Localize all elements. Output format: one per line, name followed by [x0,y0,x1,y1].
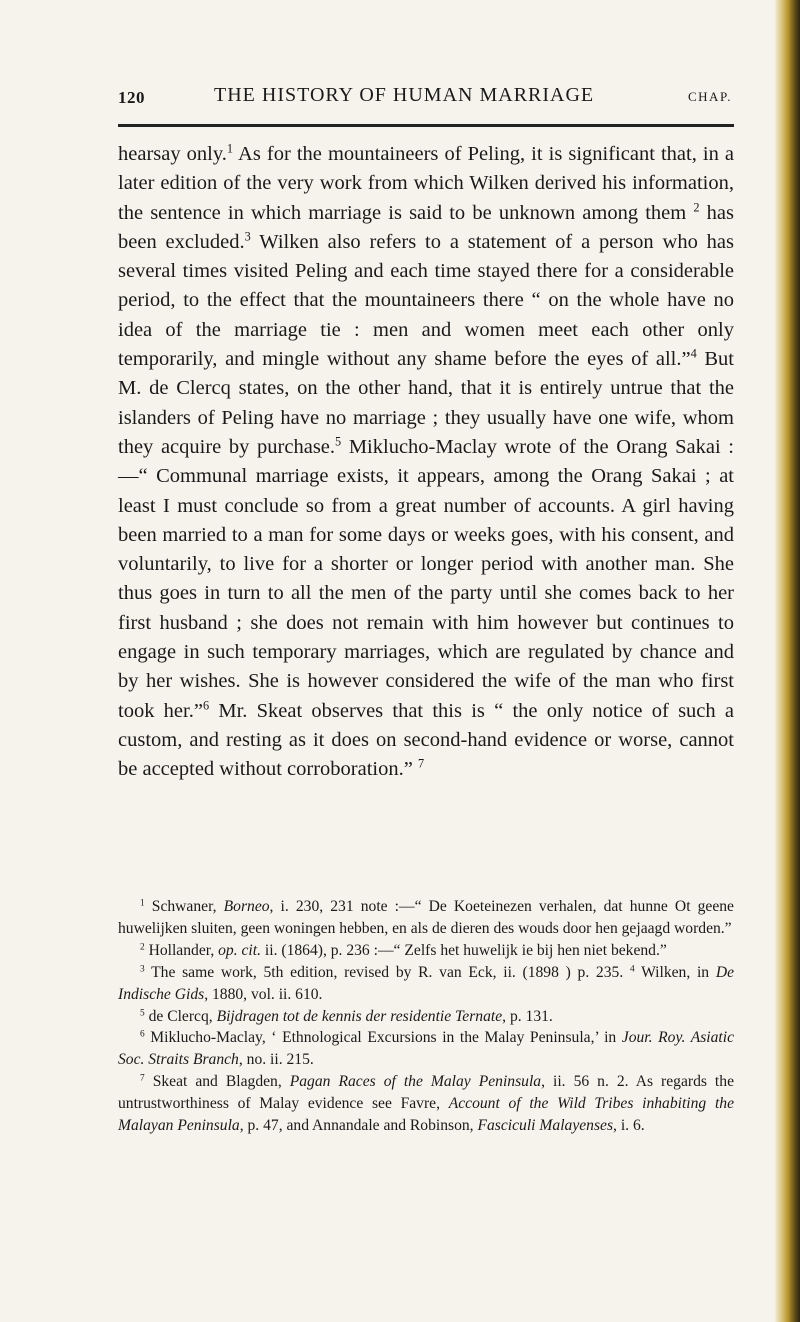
footnote-3: $^3$ The same work, 5th edition, revised by R. van Eck, ii. (1898 ) p. 235. $^4$ Wilken, in De Indische Gids, 1880, vol. ii. 610. [118,963,734,1003]
footnote-2: $^2$ Hollander, op. cit. ii. (1864), p. 236 :—“ Zelfs het huwelijk ie bij hen niet bekend.” [140,941,667,959]
footnote-mark: 7 [140,1073,145,1084]
footnote-ref[interactable]: 2 [693,200,700,215]
page-number: 120 [118,88,145,107]
footnote-mark: 5 [140,1007,145,1018]
footnote-mark: 2 [140,942,145,953]
footnote-ref[interactable]: 5 [335,434,342,449]
header-rule [118,124,734,127]
footnote-citation-title: Pagan Races of the Malay Peninsula [289,1073,542,1091]
footnote-ref[interactable]: 6 [202,698,210,713]
footnote-mark: 3 [140,964,145,975]
running-header [118,84,734,110]
footnote-1: $^1$ Schwaner, Borneo, i. 230, 231 note :—“ De Koeteinezen verhalen, dat hunne Ot geene huwelijken sluiten, geen woningen hebben, en als de dieren des wouds door hen gejaagd worden.” [118,898,734,937]
footnote-citation-title: Borneo [223,898,270,915]
footnote-6: $^6$ Miklucho-Maclay, ‘ Ethnological Excursions in the Malay Peninsula,’ in Jour. Roy. Asiatic Soc. Straits Branch, no. ii. 215. [118,1029,735,1069]
footnote-mark: 6 [140,1029,145,1040]
footnote-ref[interactable]: 1 [226,141,234,156]
running-title: THE HISTORY OF HUMAN MARRIAGE [214,84,595,106]
footnote-ref[interactable]: 4 [690,346,697,361]
footnote-ref[interactable]: 3 [244,229,251,244]
footnote-citation-title: Account of the Wild Tribes inhabiting the Malayan Peninsula [118,1095,734,1135]
footnote-7: $^7$ Skeat and Blagden, Pagan Races of the Malay Peninsula, ii. 56 n. 2. As regards the untrustworthiness of Malay evidence see Favre, Account of the Wild Tribes inhabiting the Malayan Peninsula, p. 47, and Annandale and Robinson, Fasciculi Malayenses, i. 6. [118,1073,734,1135]
footnote-citation-title: Fasciculi Malayenses [477,1117,614,1135]
chapter-abbrev: CHAP. [688,89,732,104]
book-page-edge [774,0,800,1322]
footnote-citation-title: Bijdragen tot de kennis der residentie Ternate [216,1007,503,1025]
footnote-citation-title: op. cit. [218,941,262,959]
footnote-ref[interactable]: 7 [417,756,425,771]
footnote-mark: 1 [140,898,145,909]
footnote-citation-title: Jour. Roy. Asiatic Soc. Straits Branch [118,1029,735,1069]
footnote-citation-title: De Indische Gids [118,963,734,1003]
footnote-5: $^5$ de Clercq, Bijdragen tot de kennis der residentie Ternate, p. 131. [140,1007,553,1025]
footnotes [118,896,734,1137]
footnote-mark: 4 [629,964,635,975]
body-paragraph: hearsay only.$^1$ As for the mountaineers of Peling, it is significant that, in a later edition of the very work from which Wilken derived his information, the sentence in which marriage is said to be unknown among them $^2$ has been excluded.$^3$ Wilken also refers to a statement of a person who has several times visited Peling and each time stayed there for a considerable period, to the effect that the mountaineers there “ on the whole have no idea of the marriage tie : men and women meet each other only temporarily, and mingle without any shame before the eyes of all.”$^4$ But M. de Clercq states, on the other hand, that it is entirely untrue that the islanders of Peling have no marriage ; they usually have one wife, whom they acquire by purchase.$^5$ Miklucho-Maclay wrote of the Orang Sakai :—“ Communal marriage exists, it appears, among the Orang Sakai ; at least I must conclude so from a great number of accounts. A girl having been married to a man for some days or weeks goes, with his consent, and voluntarily, to live for a shorter or longer period with another man. She thus goes in turn to all the men of the party until she comes back to her first husband ; she does not remain with him however but continues to engage in such temporary marriages, which are regulated by chance and by her wishes. She is however considered the wife of the man who first took her.”$^6$ Mr. Skeat observes that this is “ the only notice of such a custom, and resting as it does on second-hand evidence or worse, cannot be accepted without corroboration.” $^7$ [118,141,735,781]
